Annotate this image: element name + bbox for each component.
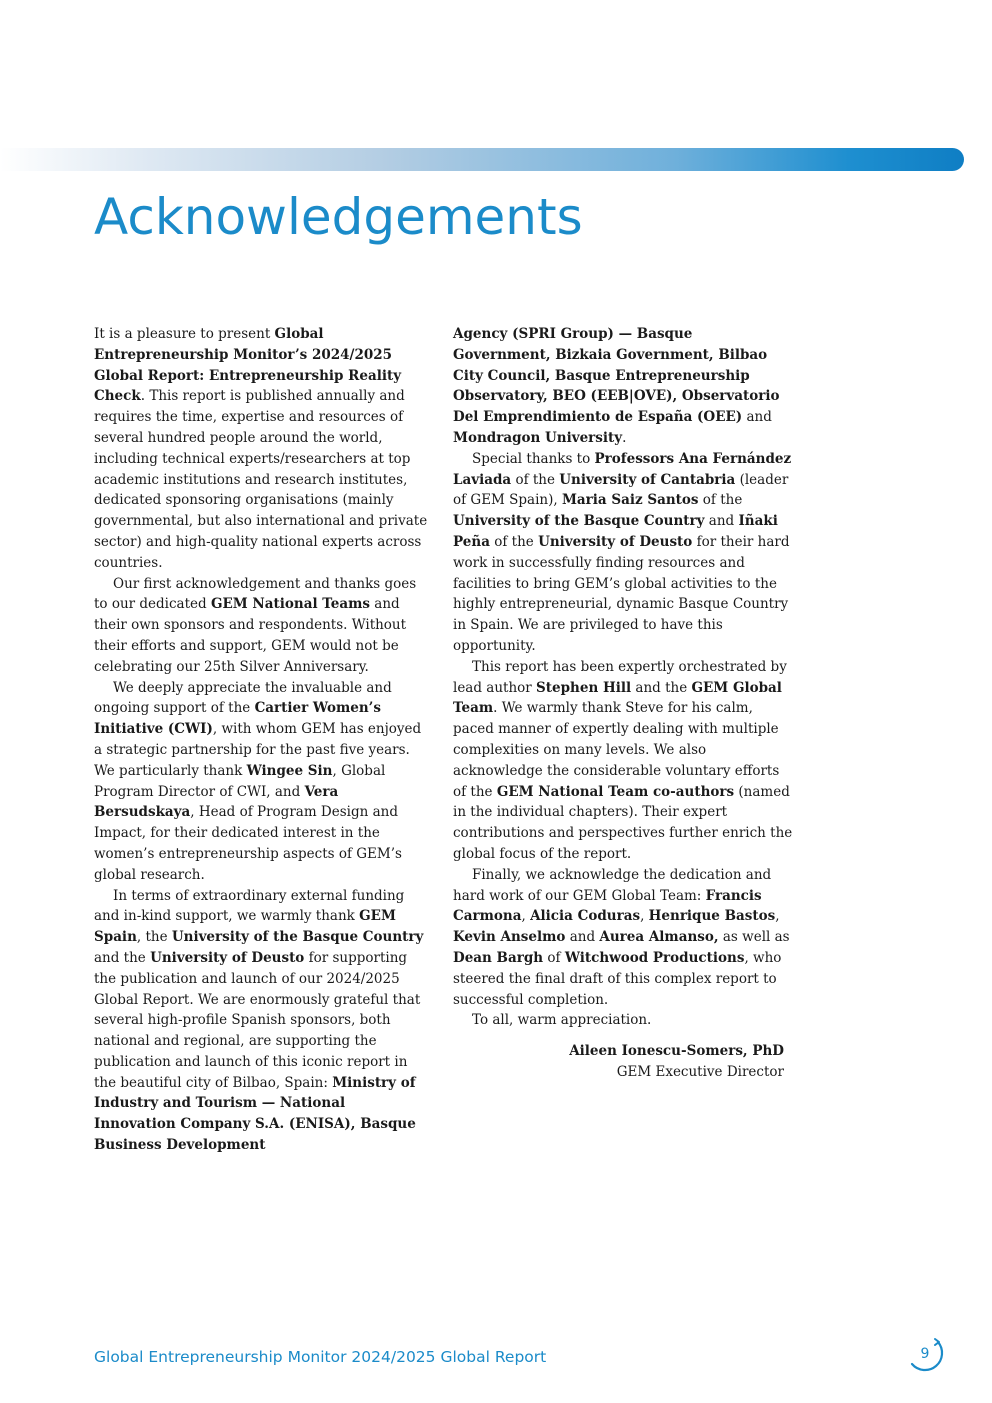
paragraph-national-teams: Our first acknowledgement and thanks goes to our dedicated GEM National Teams and their own sponsors and respondents. Without their efforts and support, GEM would not be celebrating our 25th Silver Anniversary. [94, 575, 417, 675]
text-column-left [94, 324, 429, 1156]
page-number: 9 [920, 1346, 930, 1362]
signature-name: Aileen Ionescu-Somers, PhD [569, 1043, 784, 1060]
paragraph-funding-continued: Agency (SPRI Group) — Basque Government, Bizkaia Government, Bilbao City Council, Basque Entrepreneurship Observatory, BEO (EEB|OVE), Observatorio Del Emprendimiento de España (OEE) and Mondragon University. [453, 326, 780, 446]
footer-report-title: Global Entrepreneurship Monitor 2024/2025 Global Report [94, 1348, 547, 1366]
page-number-badge [906, 1336, 948, 1378]
paragraph-special-thanks: Special thanks to Professors Ana Fernández Laviada of the University of Cantabria (leader of GEM Spain), Maria Saiz Santos of the University of the Basque Country and Iñaki Peña of the University of Deusto for their hard work in successfully finding resources and facilities to bring GEM’s global activities to the highly entrepreneurial, dynamic Basque Country in Spain. We are privileged to have this opportunity. [453, 450, 792, 654]
paragraph-intro: It is a pleasure to present Global Entrepreneurship Monitor’s 2024/2025 Global Report: Entrepreneurship Reality Check. This report is published annually and requires the time, expertise and resources of several hundred people around the world, including technical experts/researchers at top academic institutions and research institutes, dedicated sponsoring organisations (mainly governmental, but also international and private sector) and high-quality national experts across countries. [94, 326, 428, 571]
paragraph-authors: This report has been expertly orchestrated by lead author Stephen Hill and the GEM Global Team. We warmly thank Steve for his calm, paced manner of expertly dealing with multiple complexities on many levels. We also acknowledge the considerable voluntary efforts of the GEM National Team co-authors (named in the individual chapters). Their expert contributions and perspectives further enrich the global focus of the report. [453, 658, 793, 862]
paragraph-global-team: Finally, we acknowledge the dedication and hard work of our GEM Global Team: Francis Carmona, Alicia Coduras, Henrique Bastos, Kevin Anselmo and Aurea Almanso, as well as Dean Bargh of Witchwood Productions, who steered the final draft of this complex report to successful completion. [453, 866, 790, 1008]
sponsor-list: Ministry of Industry and Tourism — National Innovation Company S.A. (ENISA), Basque Business Development [94, 1074, 416, 1154]
paragraph-funding: In terms of extraordinary external funding and in-kind support, we warmly thank GEM Spain, the University of the Basque Country and the University of Deusto for supporting the publication and launch of our 2024/2025 Global Report. We are enormously grateful that several high-profile Spanish sponsors, both national and regional, are supporting the publication and launch of this iconic report in the beautiful city of Bilbao, Spain: Ministry of Industry and Tourism — National Innovation Company S.A. (ENISA), Basque Business Development [94, 887, 424, 1154]
paragraph-cartier: We deeply appreciate the invaluable and ongoing support of the Cartier Women’s Initiative (CWI), with whom GEM has enjoyed a strategic partnership for the past five years. We particularly thank Wingee Sin, Global Program Director of CWI, and Vera Bersudskaya, Head of Program Design and Impact, for their dedicated interest in the women’s entrepreneurship aspects of GEM’s global research. [94, 679, 422, 883]
text-column-right [453, 324, 793, 1083]
header-gradient-bar [0, 148, 964, 171]
signature-block [453, 1041, 784, 1083]
signature-role: GEM Executive Director [616, 1063, 784, 1080]
sponsor-list-continued: Agency (SPRI Group) — Basque Government, Bizkaia Government, Bilbao City Council, Basque Entrepreneurship Observatory, BEO (EEB|OVE), Observatorio Del Emprendimiento de España (OEE) [453, 326, 780, 426]
page-title: Acknowledgements [94, 188, 583, 246]
paragraph-closing: To all, warm appreciation. [472, 1012, 652, 1029]
